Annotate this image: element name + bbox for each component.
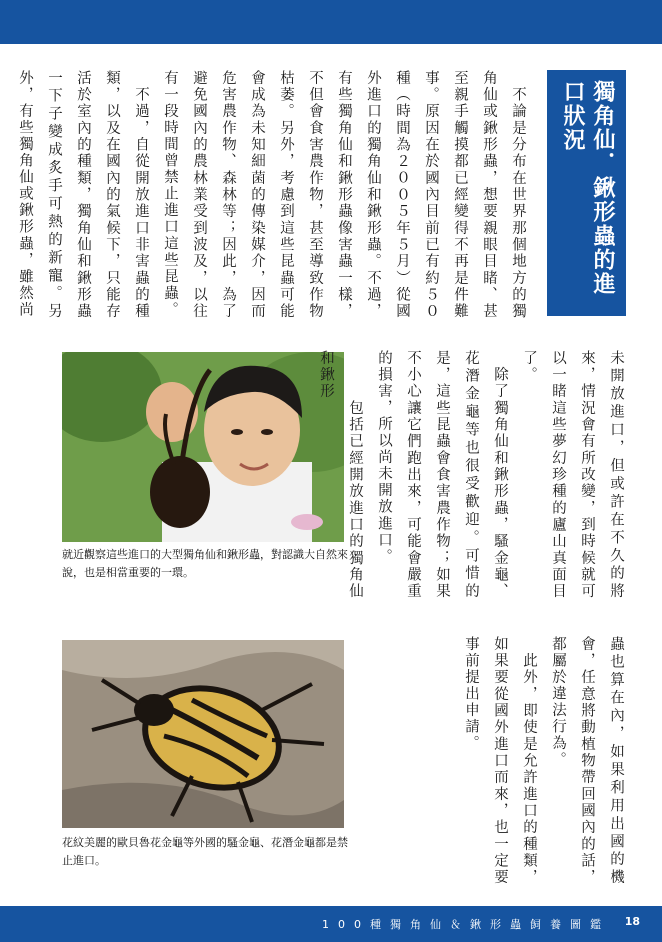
- header-bar: [0, 0, 662, 44]
- section-title: 獨角仙．鍬形蟲的進口狀況: [560, 80, 615, 296]
- photo-caption-2: 花紋美麗的歐貝魯花金龜等外國的騷金龜、花潛金龜都是禁止進口。: [62, 836, 348, 867]
- footer-book-title: 100種獨角仙＆鍬形蟲飼養圖鑑: [322, 918, 610, 931]
- body-text-middle: 未開放進口，但或許在不久的將來，情況會有所改變，到時候就可以一睹這些夢幻珍種的廬山真面目了。 除了獨角仙和鍬形蟲，騷金龜、花潛金龜等也很受歡迎。可惜的是，這些昆蟲會食害農作物；如果不小心讓它們跑出來，可能會嚴重的損害，所以尚未開放進口。 包括已經開放進口的獨角仙和鍬形: [318, 350, 624, 600]
- body-text-bottom: 蟲也算在內，如果利用出國的機會，任意將動植物帶回國內的話，都屬於違法行為。 此外，即使是允許進口的種類，如果要從國外進口而來，也一定要事前提出申請。: [463, 636, 624, 886]
- photo-flower-chafer: [62, 640, 344, 828]
- footer-bar: [0, 906, 662, 942]
- photo-caption-1: 就近觀察這些進口的大型獨角仙和鍬形蟲，對認識大自然來說，也是相當重要的一環。: [62, 548, 348, 579]
- section-title-box: [547, 70, 626, 316]
- body-text-top: 不論是分布在世界那個地方的獨角仙或鍬形蟲，想要親眼目睹、甚至親手觸摸都已經變得不再是件難事。原因在於國內目前已有約５０種（時間為２００５年５月）從國外進口的獨角仙和鍬形蟲。不過，有些獨角仙和鍬形蟲像害蟲一樣，不但會食害農作物，甚至導致作物枯萎。另外，考慮到這些昆蟲可能會成為未知細菌的傳染媒介，因而危害農作物、森林等；因此，為了避免國內的農林業受到波及，以往有一段時間曾禁止進口這些昆蟲。 不過，自從開放進口非害蟲的種類，以及在國內的氣候下，只能存活於室內的種類，獨角仙和鍬形蟲一下子變成炙手可熱的新寵。另外，有些獨角仙或鍬形蟲，雖然尚: [17, 70, 526, 320]
- photo-boy-with-beetle: [62, 352, 344, 542]
- page-number: 18: [624, 915, 640, 928]
